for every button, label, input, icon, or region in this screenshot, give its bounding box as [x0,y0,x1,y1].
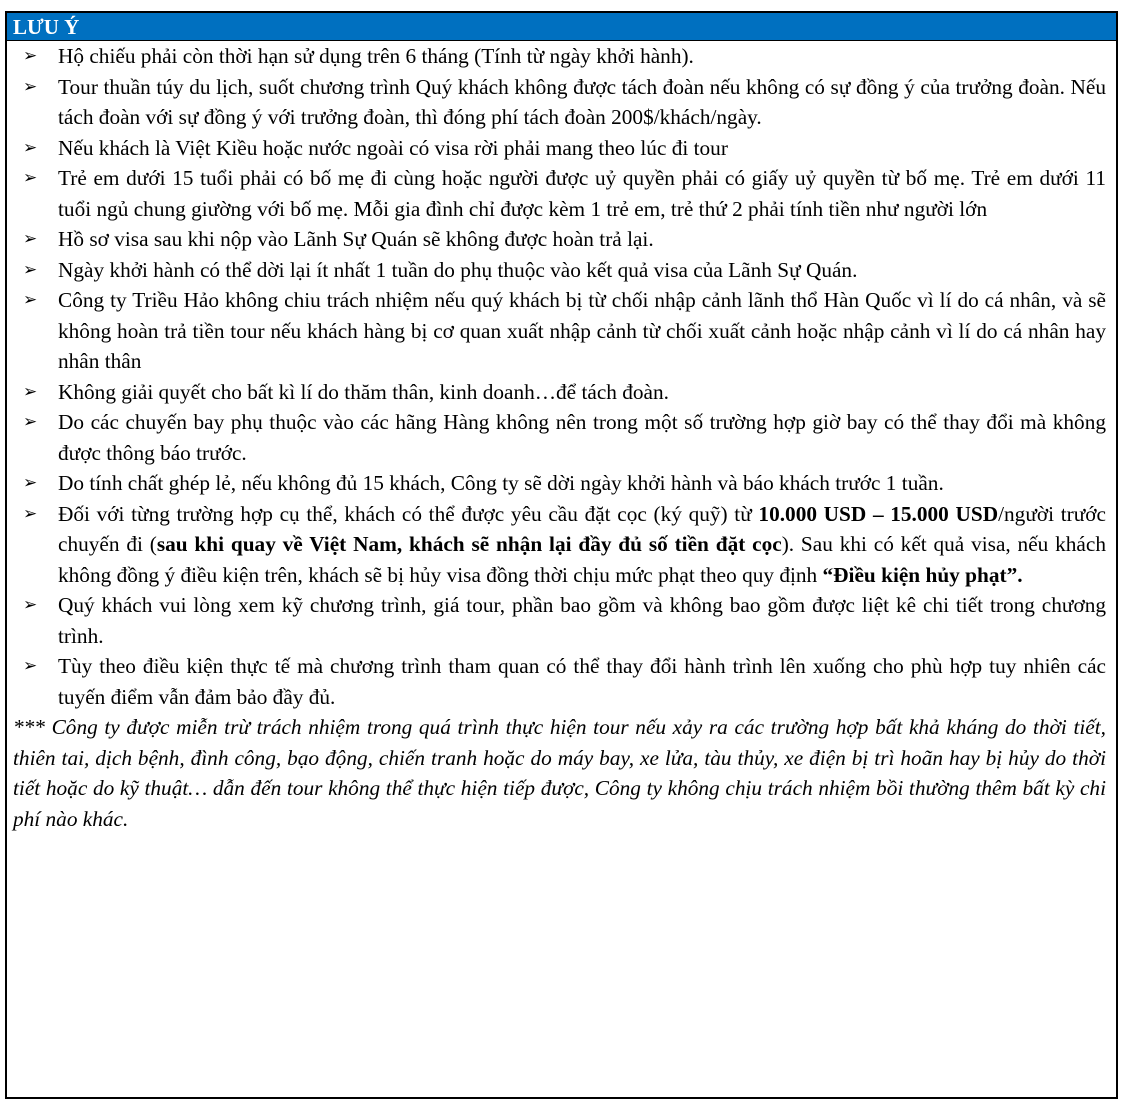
list-item: ➢ Trẻ em dưới 15 tuổi phải có bố mẹ đi cùng hoặc người được uỷ quyền phải có giấy uỷ quyền từ bố mẹ. Trẻ em dưới 11 tuổi ngủ chung giường với bố mẹ. Mỗi gia đình chỉ được kèm 1 trẻ em, trẻ thứ 2 phải tính tiền như người lớn [7,163,1116,224]
arrowhead-bullet-icon: ➢ [23,656,38,676]
notice-list [7,41,1116,712]
list-item: ➢ Do tính chất ghép lẻ, nếu không đủ 15 khách, Công ty sẽ dời ngày khởi hành và báo khách trước 1 tuần. [7,468,1116,499]
list-item: ➢ Không giải quyết cho bất kì lí do thăm thân, kinh doanh…để tách đoàn. [7,377,1116,408]
list-item: ➢ Hộ chiếu phải còn thời hạn sử dụng trên 6 tháng (Tính từ ngày khởi hành). [7,41,1116,72]
list-item: ➢ Tùy theo điều kiện thực tế mà chương trình tham quan có thể thay đổi hành trình lên xuống cho phù hợp tuy nhiên các tuyến điểm vẫn đảm bảo đầy đủ. [7,651,1116,712]
list-item: ➢ Nếu khách là Việt Kiều hoặc nước ngoài có visa rời phải mang theo lúc đi tour [7,133,1116,164]
arrowhead-bullet-icon: ➢ [23,595,38,615]
arrowhead-bullet-icon: ➢ [23,290,38,310]
arrowhead-bullet-icon: ➢ [23,137,38,158]
arrowhead-bullet-icon: ➢ [23,259,38,280]
arrowhead-bullet-icon: ➢ [23,46,38,66]
list-item: ➢ Quý khách vui lòng xem kỹ chương trình, giá tour, phần bao gồm và không bao gồm được liệt kê chi tiết trong chương trình. [7,590,1116,651]
list-item: ➢ Hồ sơ visa sau khi nộp vào Lãnh Sự Quán sẽ không được hoàn trả lại. [7,224,1116,255]
disclaimer-note: *** Công ty được miễn trừ trách nhiệm trong quá trình thực hiện tour nếu xảy ra các trường hợp bất khả kháng do thời tiết, thiên tai, dịch bệnh, đình công, bạo động, chiến tranh hoặc do máy bay, xe lửa, tàu thủy, xe điện bị trì hoãn hay bị hủy do thời tiết hoặc do kỹ thuật… dẫn đến tour không thể thực hiện tiếp được, Công ty không chịu trách nhiệm bồi thường thêm bất kỳ chi phí nào khác. [13,715,1106,831]
list-item-deposit: ➢ Đối với từng trường hợp cụ thể, khách có thể được yêu cầu đặt cọc (ký quỹ) từ 10.000 USD – 15.000 USD/người trước chuyến đi (sau khi quay về Việt Nam, khách sẽ nhận lại đầy đủ số tiền đặt cọc). Sau khi có kết quả visa, nếu khách không đồng ý điều kiện trên, khách sẽ bị hủy visa đồng thời chịu mức phạt theo quy định “Điều kiện hủy phạt”. [7,499,1116,591]
arrowhead-bullet-icon: ➢ [23,168,38,188]
notice-header: LƯU Ý [7,13,1116,41]
list-item: ➢ Do các chuyến bay phụ thuộc vào các hãng Hàng không nên trong một số trường hợp giờ bay có thể thay đổi mà không được thông báo trước. [7,407,1116,468]
arrowhead-bullet-icon: ➢ [23,229,38,249]
arrowhead-bullet-icon: ➢ [23,503,38,524]
notice-box [5,11,1118,1099]
arrowhead-bullet-icon: ➢ [23,473,38,493]
arrowhead-bullet-icon: ➢ [23,76,38,97]
arrowhead-bullet-icon: ➢ [23,412,38,432]
list-item: ➢ Ngày khởi hành có thể dời lại ít nhất 1 tuần do phụ thuộc vào kết quả visa của Lãnh Sự Quán. [7,255,1116,286]
list-item: ➢ Công ty Triều Hảo không chiu trách nhiệm nếu quý khách bị từ chối nhập cảnh lãnh thổ Hàn Quốc vì lí do cá nhân, và sẽ không hoàn trả tiền tour nếu khách hàng bị cơ quan xuất nhập cảnh từ chối xuất cảnh hoặc nhập cảnh vì lí do cá nhân hay nhân thân [7,285,1116,377]
list-item: ➢ Tour thuần túy du lịch, suốt chương trình Quý khách không được tách đoàn nếu không có sự đồng ý của trưởng đoàn. Nếu tách đoàn với sự đồng ý với trưởng đoàn, thì đóng phí tách đoàn 200$/khách/ngày. [7,72,1116,133]
arrowhead-bullet-icon: ➢ [23,381,38,402]
